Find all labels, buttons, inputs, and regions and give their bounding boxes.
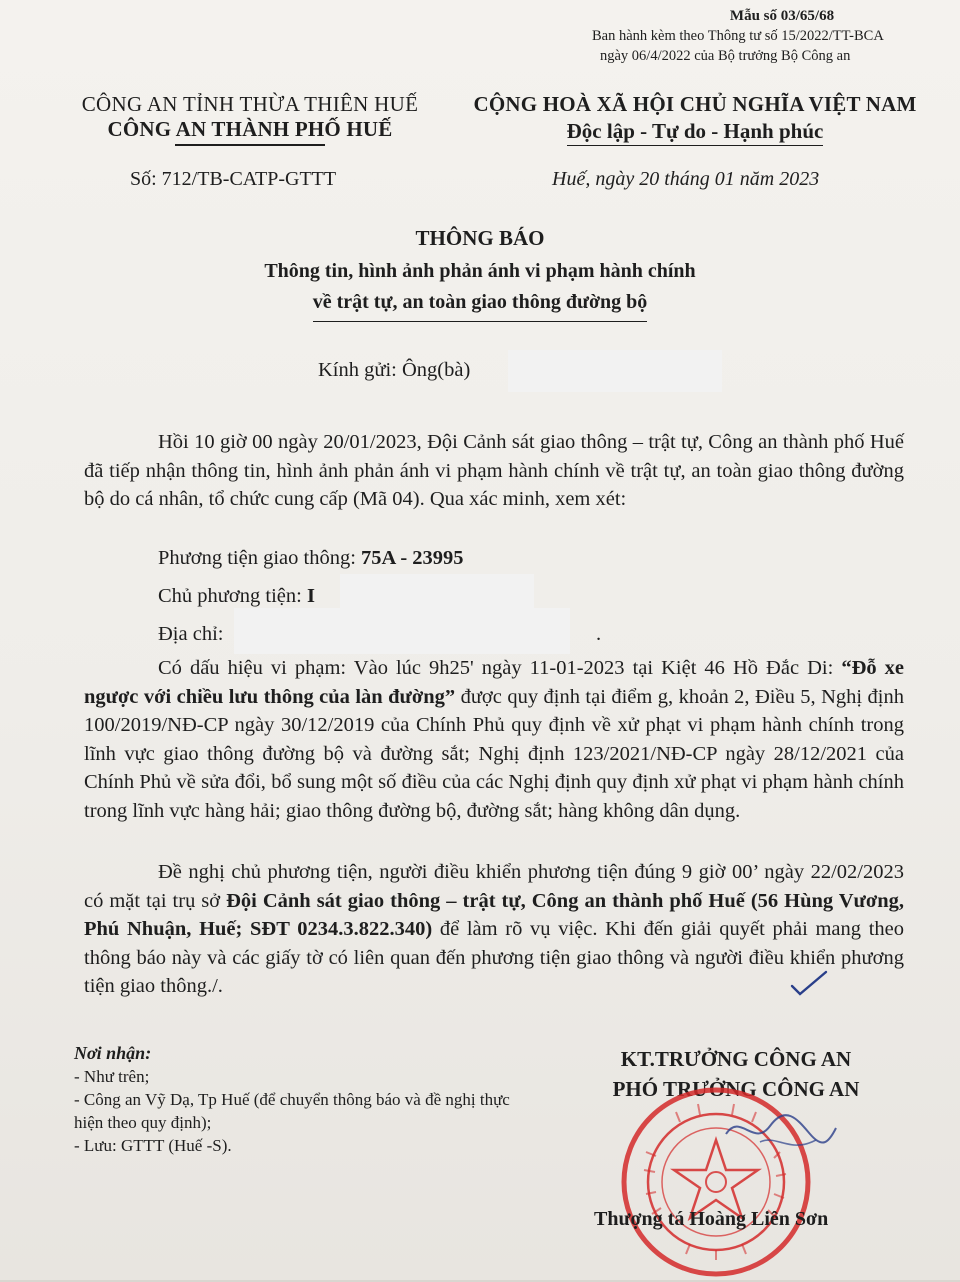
nation-header (455, 92, 935, 146)
form-issued-line1: Ban hành kèm theo Thông tư số 15/2022/TT-BCA (592, 28, 884, 44)
agency-name: CÔNG AN THÀNH PHỐ HUẾ (107, 117, 393, 141)
notice-subtitle-1: Thông tin, hình ảnh phản ánh vi phạm hành chính (264, 260, 696, 282)
violation-lead: Có dấu hiệu vi phạm: Vào lúc 9h25' ngày 11-01-2023 tại Kiệt 46 Hồ Đắc Di: (158, 657, 842, 679)
signature-role-1: KT.TRƯỞNG CÔNG AN (620, 1047, 852, 1071)
vehicle-label: Phương tiện giao thông: (158, 547, 362, 569)
agency-header (40, 92, 460, 146)
recipients-list (74, 1042, 524, 1157)
request-rest: để làm rõ vụ việc. Khi đến giải quyết phải mang theo thông báo này và các giấy tờ có liên quan đến phương tiện giao thông và người điều khiển phương tiện giao thông./. (84, 918, 904, 997)
signature-role-2: PHÓ TRƯỞNG CÔNG AN (612, 1077, 860, 1101)
redacted-address (234, 608, 570, 654)
address-end: . (596, 623, 602, 645)
paragraph-request (84, 858, 904, 1001)
redacted-recipient-name (508, 350, 722, 392)
violation-rest: được quy định tại điểm g, khoản 2, Điều 5, Nghị định 100/2019/NĐ-CP ngày 30/12/2019 của Chính Phủ quy định về xử phạt vi phạm hành chính trong lĩnh vực giao thông đường bộ và đường sắt; Nghị định 123/2021/NĐ-CP ngày 28/12/2021 của Chính Phủ về sửa đổi, bổ sung một số điều của các Nghị định quy định xử phạt vi phạm hành chính trong lĩnh vực hàng hải; giao thông đường bộ, đường sắt; hàng không dân dụng. (84, 685, 904, 822)
recipient-item: - Lưu: GTTT (Huế -S). (74, 1136, 232, 1155)
agency-parent: CÔNG AN TỈNH THỪA THIÊN HUẾ (81, 92, 419, 116)
address-label: Địa chỉ: (158, 623, 224, 645)
request-lead: Đề nghị chủ phương tiện, người điều khiển phương tiện đúng 9 giờ 00’ ngày 22/02/2023 có mặt tại trụ sở (84, 861, 904, 912)
vehicle-line (158, 544, 464, 573)
notice-subtitle-2: về trật tự, an toàn giao thông đường bộ (313, 287, 648, 322)
owner-line (158, 582, 315, 611)
form-issued-line2: ngày 06/4/2022 của Bộ trưởng Bộ Công an (600, 48, 851, 64)
notice-title: THÔNG BÁO (415, 226, 545, 250)
owner-label: Chủ phương tiện: (158, 585, 307, 607)
nation-title: CỘNG HOÀ XÃ HỘI CHỦ NGHĨA VIỆT NAM (473, 92, 917, 116)
request-location: Đội Cảnh sát giao thông – trật tự, Công an thành phố Huế (56 Hùng Vương, Phú Nhuận, Huế; SĐT 0234.3.822.340) (84, 889, 904, 940)
form-code: Mẫu số 03/65/68 (729, 8, 835, 24)
owner-value: I (306, 585, 315, 607)
paragraph-violation (84, 654, 904, 825)
recipient-item: - Công an Vỹ Dạ, Tp Huế (để chuyển thông báo và đề nghị thực hiện theo quy định); (74, 1090, 510, 1132)
document-number: Số: 712/TB-CATP-GTTT (130, 168, 337, 190)
recipient-label: Kính gửi: Ông(bà) (318, 359, 471, 381)
recipients-title: Nơi nhận: (74, 1043, 152, 1063)
signer-name: Thượng tá Hoàng Liên Sơn (594, 1208, 829, 1230)
form-reference (592, 6, 912, 66)
motto: Độc lập - Tự do - Hạnh phúc (567, 119, 824, 146)
agency-underline (175, 144, 325, 146)
handwritten-signature-icon (720, 1104, 840, 1164)
notice-title-block (0, 226, 960, 322)
recipient-item: - Như trên; (74, 1067, 150, 1086)
vehicle-plate: 75A - 23995 (361, 547, 464, 569)
violation-quote: “Đỗ xe ngược với chiều lưu thông của làn đường” (84, 657, 904, 708)
paragraph-intro: Hồi 10 giờ 00 ngày 20/01/2023, Đội Cảnh sát giao thông – trật tự, Công an thành phố Huế đã tiếp nhận thông tin, hình ảnh phản ánh vi phạm hành chính về trật tự, an toàn giao thông đường bộ do cá nhân, tổ chức cung cấp (Mã 04). Qua xác minh, xem xét: (84, 431, 904, 510)
document-date: Huế, ngày 20 tháng 01 năm 2023 (552, 168, 820, 190)
address-line (158, 620, 223, 649)
pen-checkmark-icon (790, 968, 830, 998)
